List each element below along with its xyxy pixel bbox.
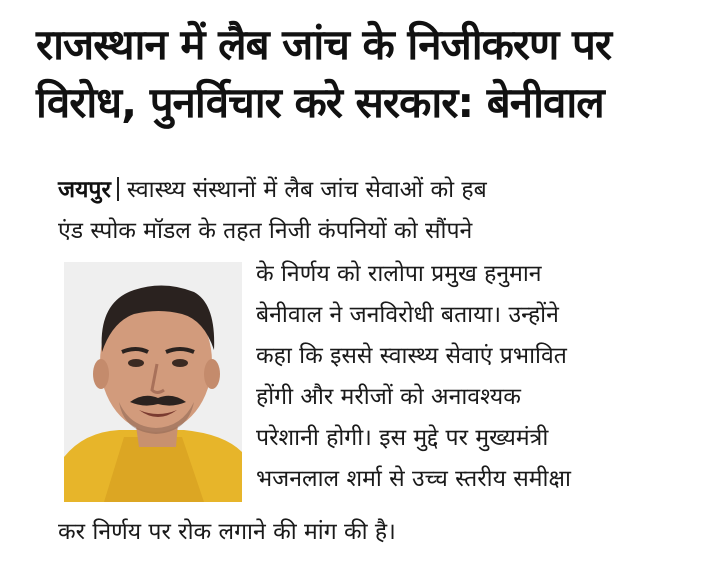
dateline: जयपुर xyxy=(58,177,111,203)
body-line-1: स्वास्थ्य संस्थानों में लैब जांच सेवाओं को हब xyxy=(126,177,487,203)
body-line-5: कहा कि इससे स्वास्थ्य सेवाएं प्रभावित xyxy=(256,343,567,369)
article-headline xyxy=(36,16,696,132)
body-line-3: के निर्णय को रालोपा प्रमुख हनुमान xyxy=(256,261,542,287)
headline-line-1: राजस्थान में लैब जांच के निजीकरण पर xyxy=(36,20,612,69)
body-line-4: बेनीवाल ने जनविरोधी बताया। उन्होंने xyxy=(256,302,559,328)
portrait-photo xyxy=(64,262,242,502)
body-line-2: एंड स्पोक मॉडल के तहत निजी कंपनियों को सौंपने xyxy=(58,218,473,244)
body-line-7: परेशानी होगी। इस मुद्दे पर मुख्यमंत्री xyxy=(256,425,549,451)
portrait-illustration xyxy=(64,262,242,502)
body-line-1-row xyxy=(58,172,487,204)
body-line-6: होंगी और मरीजों को अनावश्यक xyxy=(256,384,521,410)
headline-line-2: विरोध, पुनर्विचार करे सरकार: बेनीवाल xyxy=(36,78,604,127)
body-line-9: कर निर्णय पर रोक लगाने की मांग की है। xyxy=(58,519,396,545)
body-line-8: भजनलाल शर्मा से उच्च स्तरीय समीक्षा xyxy=(256,466,571,492)
dateline-separator xyxy=(117,177,119,201)
